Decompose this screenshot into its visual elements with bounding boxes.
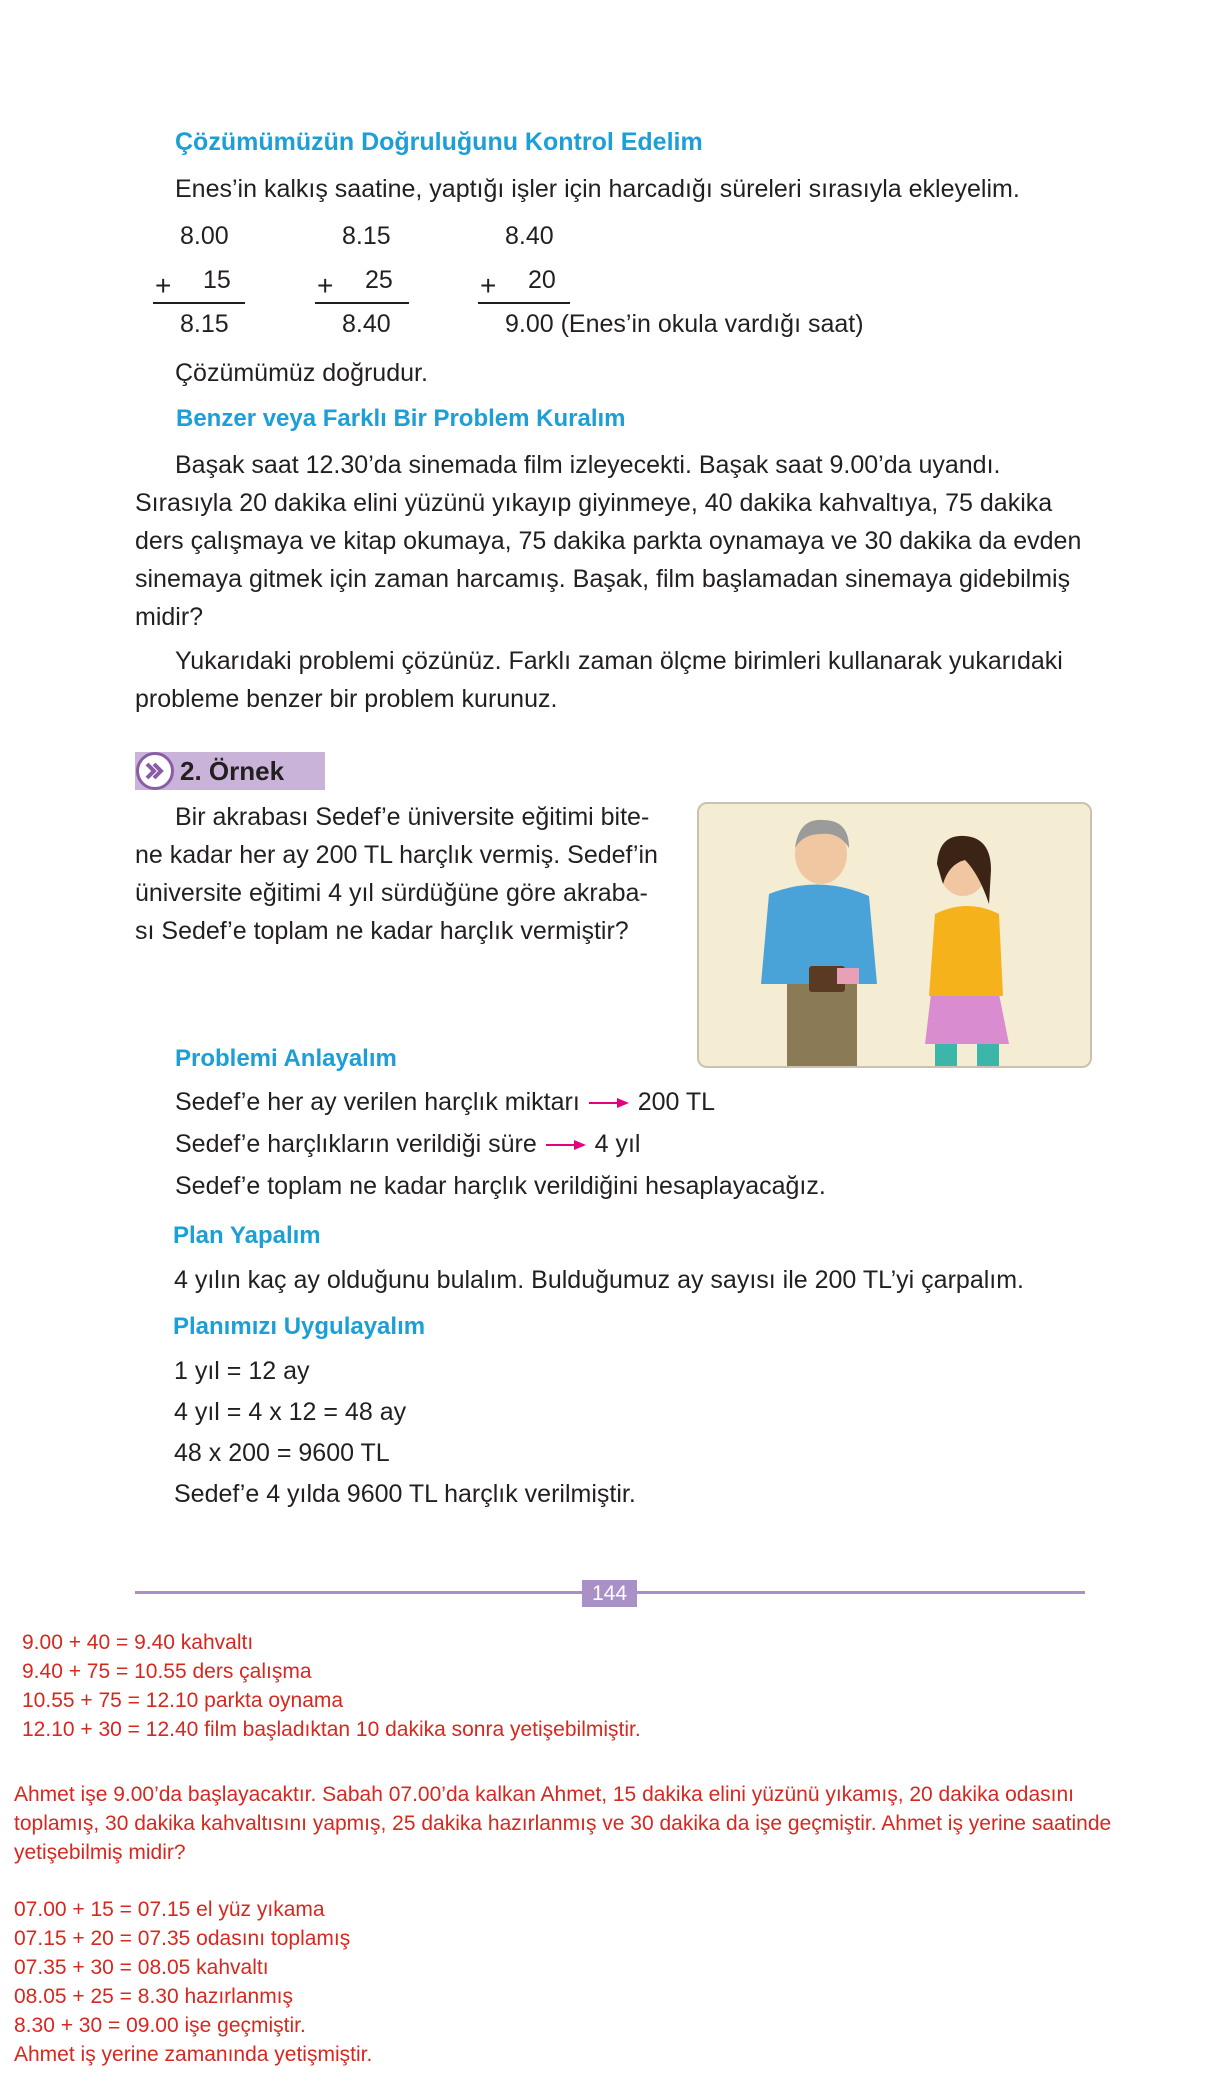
text-line: 9.00 + 40 = 9.40 kahvaltı [22, 1631, 254, 1654]
understand-row-1 [175, 1083, 715, 1121]
sum-top: 8.15 [342, 222, 391, 250]
row-label: Sedef’e her ay verilen harçlık miktarı [175, 1088, 580, 1116]
understand-row-2 [175, 1125, 641, 1163]
text-line: 07.15 + 20 = 07.35 odasını toplamış [14, 1927, 351, 1950]
text-line: Bir akrabası Sedef’e üniversite eğitimi bite- [175, 803, 650, 831]
text-line: Ahmet işe 9.00’da başlayacaktır. Sabah 07.00’da kalkan Ahmet, 15 dakika elini yüzünü yıkamış, 20 dakika odasını [14, 1783, 1074, 1806]
text-line: ne kadar her ay 200 TL harçlık vermiş. Sedef’in [135, 841, 658, 869]
text-line: 8.30 + 30 = 09.00 işe geçmiştir. [14, 2014, 306, 2037]
text-line: toplamış, 30 dakika kahvaltısını yapmış, 25 dakika hazırlanmış ve 30 dakika da işe geçmiştir. Ahmet iş yerine saatinde [14, 1812, 1112, 1835]
text-line: sı Sedef’e toplam ne kadar harçlık vermiştir? [135, 917, 629, 945]
apply-heading: Planımızı Uygulayalım [173, 1313, 426, 1340]
sum-result: 9.00 (Enes’in okula vardığı saat) [505, 310, 864, 338]
text-line: 9.40 + 75 = 10.55 ders çalışma [22, 1660, 312, 1683]
text-line: 1 yıl = 12 ay [174, 1357, 310, 1385]
annotation-answer [22, 1628, 641, 1744]
footer-rule-left [135, 1591, 582, 1594]
text-line: 07.35 + 30 = 08.05 kahvaltı [14, 1956, 269, 1979]
annotation-solution [14, 1895, 372, 2069]
example-label: 2. Örnek [180, 756, 285, 786]
text-line: midir? [135, 603, 204, 631]
double-chevron-icon [136, 752, 174, 790]
text-line: probleme benzer bir problem kurunuz. [135, 685, 558, 713]
text-line: Sırasıyla 20 dakika elini yüzünü yıkayıp giyinmeye, 40 dakika kahvaltıya, 75 dakika [135, 489, 1053, 517]
check-conclusion: Çözümümüz doğrudur. [175, 359, 428, 387]
girl-figure [925, 836, 1009, 1066]
plus-sign: + [480, 270, 497, 301]
similar-paragraph-2 [135, 642, 1090, 718]
similar-paragraph-1 [135, 446, 1090, 636]
understand-row-3: Sedef’e toplam ne kadar harçlık verildiğini hesaplayacağız. [175, 1172, 826, 1200]
check-heading: Çözümümüzün Doğruluğunu Kontrol Edelim [175, 128, 703, 156]
row-value: 200 TL [637, 1088, 716, 1116]
row-value: 4 yıl [594, 1130, 641, 1158]
text-line: yetişebilmiş midir? [14, 1841, 186, 1864]
similar-heading: Benzer veya Farklı Bir Problem Kuralım [176, 405, 626, 432]
plus-sign: + [317, 270, 334, 301]
apply-lines [174, 1351, 636, 1515]
sum-add: 20 [528, 266, 556, 294]
check-intro: Enes’in kalkış saatine, yaptığı işler için harcadığı süreleri sırasıyla ekleyelim. [175, 175, 1020, 203]
understand-heading: Problemi Anlayalım [175, 1045, 397, 1072]
text-line: 48 x 200 = 9600 TL [174, 1439, 390, 1467]
text-line: 07.00 + 15 = 07.15 el yüz yıkama [14, 1898, 325, 1921]
man-figure [761, 820, 877, 1066]
text-line: üniversite eğitimi 4 yıl sürdüğüne göre akraba- [135, 879, 648, 907]
sum-result: 8.15 [180, 310, 229, 338]
annotation-problem [14, 1780, 1194, 1867]
text-line: 12.10 + 30 = 12.40 film başladıktan 10 dakika sonra yetişebilmiştir. [22, 1718, 641, 1741]
sum-add: 15 [203, 266, 231, 294]
text-line: sinemaya gitmek için zaman harcamış. Başak, film başlamadan sinemaya gidebilmiş [135, 565, 1071, 593]
plan-heading: Plan Yapalım [173, 1222, 321, 1249]
text-line: Sedef’e 4 yılda 9600 TL harçlık verilmiştir. [174, 1480, 636, 1508]
sum-result: 8.40 [342, 310, 391, 338]
footer-rule-right [637, 1591, 1085, 1594]
text-line: 4 yıl = 4 x 12 = 48 ay [174, 1398, 407, 1426]
text-line: ders çalışmaya ve kitap okumaya, 75 dakika parkta oynamaya ve 30 dakika da evden [135, 527, 1082, 555]
text-line: Başak saat 12.30’da sinemada film izleyecekti. Başak saat 9.00’da uyandı. [175, 451, 1001, 479]
right-arrow-icon [587, 1096, 631, 1110]
text-line: 10.55 + 75 = 12.10 parkta oynama [22, 1689, 344, 1712]
sum-line [478, 302, 570, 304]
right-arrow-icon [544, 1138, 588, 1152]
plan-text: 4 yılın kaç ay olduğunu bulalım. Bulduğumuz ay sayısı ile 200 TL’yi çarpalım. [174, 1266, 1024, 1294]
sum-line [315, 302, 409, 304]
row-label: Sedef’e harçlıkların verildiği süre [175, 1130, 537, 1158]
text-line: Yukarıdaki problemi çözünüz. Farklı zaman ölçme birimleri kullanarak yukarıdaki [175, 647, 1063, 675]
sum-top: 8.00 [180, 222, 229, 250]
sum-top: 8.40 [505, 222, 554, 250]
sum-add: 25 [365, 266, 393, 294]
example-problem [135, 798, 665, 950]
text-line: 08.05 + 25 = 8.30 hazırlanmış [14, 1985, 294, 2008]
page-number: 144 [582, 1580, 637, 1607]
illustration-man-giving-money [697, 802, 1092, 1068]
text-line: Ahmet iş yerine zamanında yetişmiştir. [14, 2043, 373, 2066]
sum-line [153, 302, 245, 304]
plus-sign: + [155, 270, 172, 301]
